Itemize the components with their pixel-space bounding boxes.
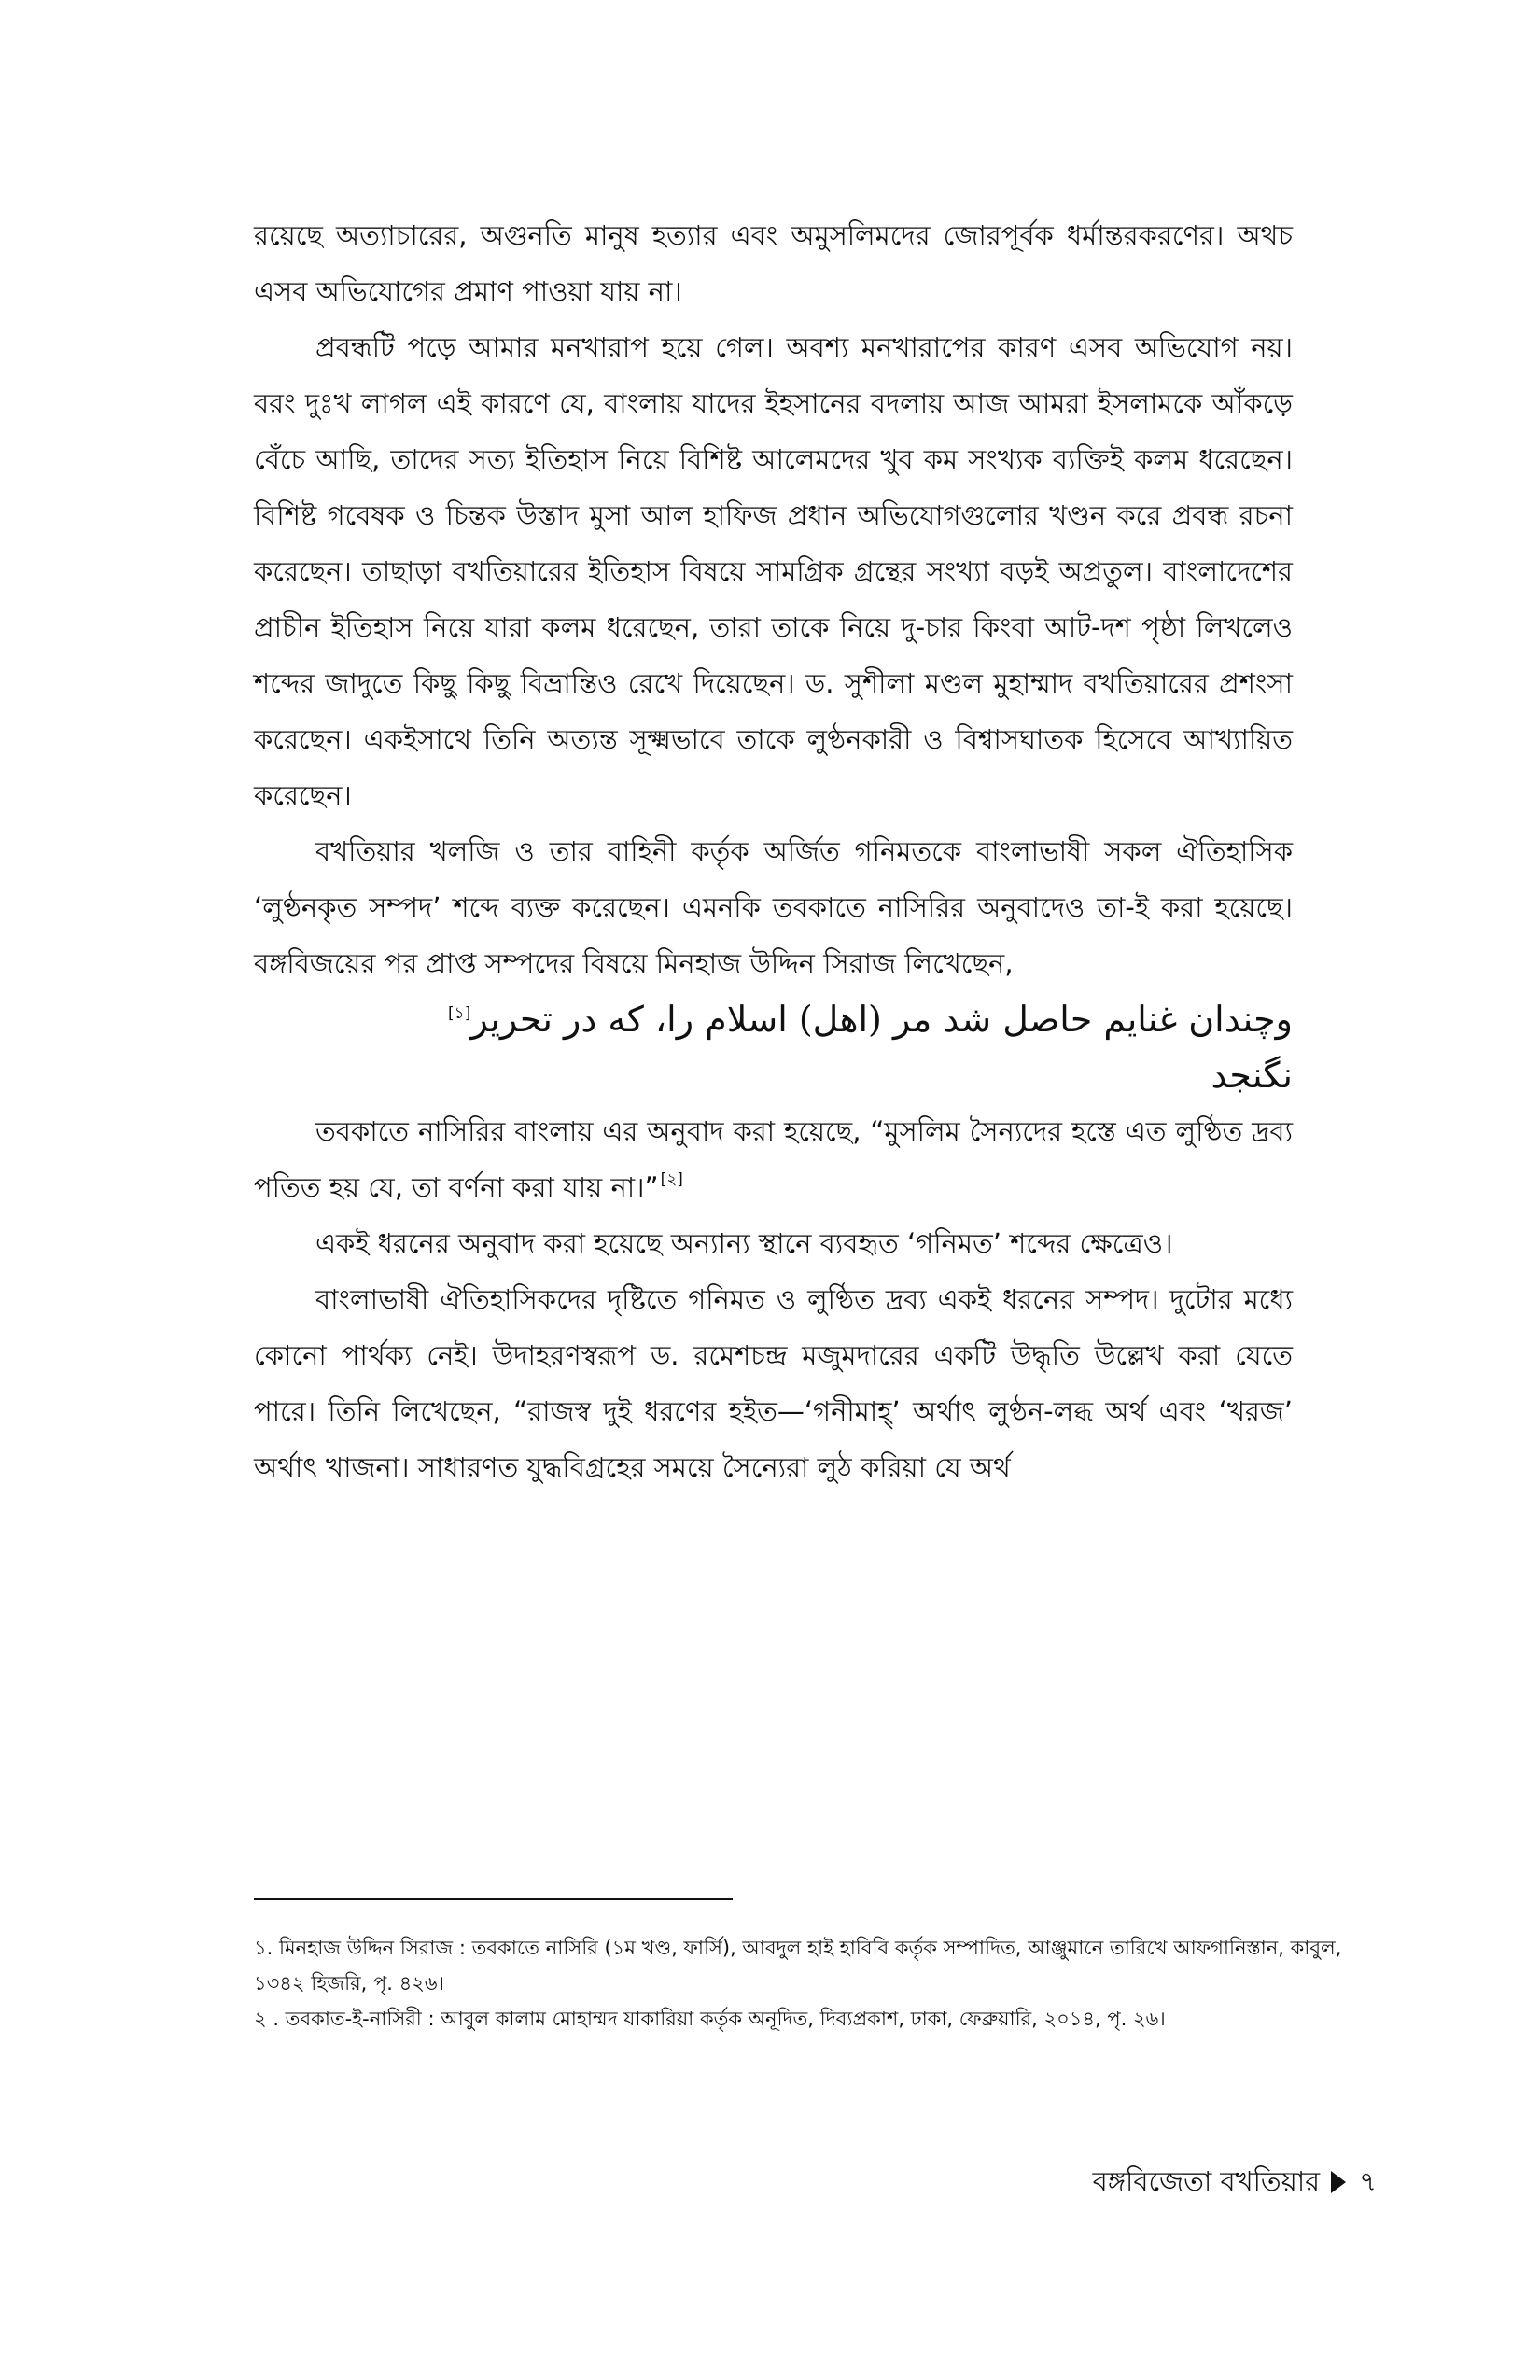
footnote-2: ২ . তবকাত-ই-নাসিরী : আবুল কালাম মোহাম্মদ যাকারিয়া কর্তৃক অনূদিত, দিব্যপ্রকাশ, ঢাকা, ফেব্রুয়ারি, ২০১৪, পৃ. ২৬।: [254, 2008, 1166, 2030]
footnote-ref-1[interactable]: [১]: [448, 1004, 471, 1023]
paragraph-text: তবকাতে নাসিরির বাংলায় এর অনুবাদ করা হয়েছে, “মুসলিম সৈন্যদের হস্তে এত লুণ্ঠিত দ্রব্য পতিত হয় যে, তা বর্ণনা করা যায় না।”: [254, 1115, 1293, 1203]
paragraph: প্রবন্ধটি পড়ে আমার মনখারাপ হয়ে গেল। অবশ্য মনখারাপের কারণ এসব অভিযোগ নয়। বরং দুঃখ লাগল এই কারণে যে, বাংলায় যাদের ইহসানের বদলায় আজ আমরা ইসলামকে আঁকড়ে বেঁচে আছি, তাদের সত্য ইতিহাস নিয়ে বিশিষ্ট আলেমদের খুব কম সংখ্যক ব্যক্তিই কলম ধরেছেন। বিশিষ্ট গবেষক ও চিন্তক উস্তাদ মুসা আল হাফিজ প্রধান অভিযোগগুলোর খণ্ডন করে প্রবন্ধ রচনা করেছেন। তাছাড়া বখতিয়ারের ইতিহাস বিষয়ে সামগ্রিক গ্রন্থের সংখ্যা বড়ই অপ্রতুল। বাংলাদেশের প্রাচীন ইতিহাস নিয়ে যারা কলম ধরেছেন, তারা তাকে নিয়ে দু-চার কিংবা আট-দশ পৃষ্ঠা লিখলেও শব্দের জাদুতে কিছু কিছু বিভ্রান্তিও রেখে দিয়েছেন। ড. সুশীলা মণ্ডল মুহাম্মাদ বখতিয়ারের প্রশংসা করেছেন। একইসাথে তিনি অত্যন্ত সূক্ষ্মভাবে তাকে লুণ্ঠনকারী ও বিশ্বাসঘাতক হিসেবে আখ্যায়িত করেছেন।: [254, 331, 1293, 811]
persian-quote: [254, 991, 1293, 1103]
paragraph: বাংলাভাষী ঐতিহাসিকদের দৃষ্টিতে গনিমত ও লুণ্ঠিত দ্রব্য একই ধরনের সম্পদ। দুটোর মধ্যে কোনো পার্থক্য নেই। উদাহরণস্বরূপ ড. রমেশচন্দ্র মজুমদারের একটি উদ্ধৃতি উল্লেখ করা যেতে পারে। তিনি লিখেছেন, “রাজস্ব দুই ধরণের হইত—‘গনীমাহ্’ অর্থাৎ লুণ্ঠন-লব্ধ অর্থ এবং ‘খরজ’ অর্থাৎ খাজনা। সাধারণত যুদ্ধবিগ্রহের সময়ে সৈন্যেরা লুঠ করিয়া যে অর্থ: [254, 1283, 1293, 1483]
right-triangle-icon: [1331, 2171, 1346, 2193]
main-text: [254, 207, 1293, 1495]
persian-quote-line-2: نگنجد: [1211, 1055, 1293, 1096]
persian-quote-line-1: [435, 991, 1293, 1047]
footnote-ref-2[interactable]: [২]: [660, 1170, 683, 1189]
paragraph-continued: রয়েছে অত্যাচারের, অগুনতি মানুষ হত্যার এবং অমুসলিমদের জোরপূর্বক ধর্মান্তরকরণের। অথচ এসব অভিযোগের প্রমাণ পাওয়া যায় না।: [254, 219, 1293, 307]
footnote-divider: [254, 1898, 733, 1900]
footnotes: [254, 1930, 1379, 2037]
persian-quote-text: وچندان غنایم حاصل شد مر (اهل) اسلام را، که در تحریر: [470, 999, 1293, 1040]
page-footer: [1093, 2158, 1377, 2205]
page-number: ৭: [1359, 2165, 1377, 2197]
footnote-1: ১. মিনহাজ উদ্দিন সিরাজ : তবকাতে নাসিরি (১ম খণ্ড, ফার্সি), আবদুল হাই হাবিবি কর্তৃক সম্পাদিত, আঞ্জুমানে তারিখে আফগানিস্তান, কাবুল, ১৩৪২ হিজরি, পৃ. ৪২৬।: [254, 1937, 1342, 1995]
paragraph: [254, 1103, 1293, 1215]
running-title: বঙ্গবিজেতা বখতিয়ার: [1092, 2165, 1321, 2197]
paragraph: বখতিয়ার খলজি ও তার বাহিনী কর্তৃক অর্জিত গনিমতকে বাংলাভাষী সকল ঐতিহাসিক ‘লুণ্ঠনকৃত সম্পদ’ শব্দে ব্যক্ত করেছেন। এমনকি তবকাতে নাসিরির অনুবাদেও তা-ই করা হয়েছে। বঙ্গবিজয়ের পর প্রাপ্ত সম্পদের বিষয়ে মিনহাজ উদ্দিন সিরাজ লিখেছেন,: [254, 835, 1293, 979]
paragraph: একই ধরনের অনুবাদ করা হয়েছে অন্যান্য স্থানে ব্যবহৃত ‘গনিমত’ শব্দের ক্ষেত্রেও।: [315, 1227, 1173, 1259]
